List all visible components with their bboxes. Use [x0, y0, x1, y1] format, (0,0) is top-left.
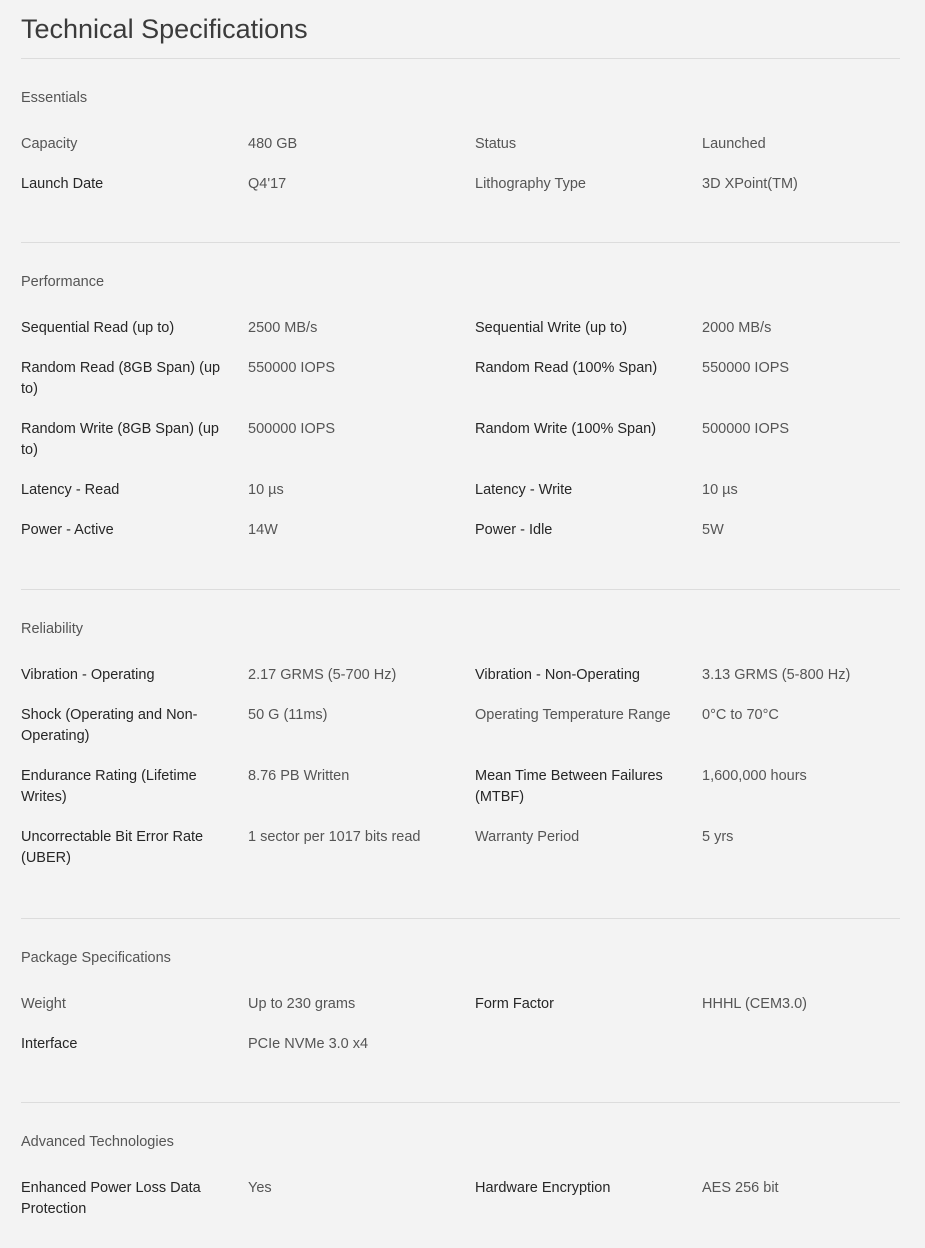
spec-value: 5W	[702, 522, 724, 538]
section-heading: Package Specifications	[21, 950, 171, 966]
title-divider	[21, 58, 900, 59]
section-heading: Performance	[21, 274, 105, 290]
spec-row	[21, 480, 900, 501]
spec-value: 1,600,000 hours	[702, 768, 807, 784]
page-title: Technical Specifications	[21, 14, 308, 44]
spec-label[interactable]: Random Write (100% Span)	[475, 421, 657, 437]
spec-label[interactable]: Sequential Write (up to)	[475, 320, 628, 336]
spec-row	[21, 665, 900, 686]
spec-row	[21, 134, 900, 155]
spec-label[interactable]: Enhanced Power Loss Data Protection	[21, 1180, 201, 1217]
spec-row	[21, 520, 900, 541]
spec-value: PCIe NVMe 3.0 x4	[248, 1036, 369, 1052]
spec-value: 5 yrs	[702, 829, 734, 845]
section-divider	[21, 242, 900, 243]
spec-label[interactable]: Random Write (8GB Span) (up to)	[21, 421, 219, 458]
spec-label: Weight	[21, 996, 66, 1012]
spec-label[interactable]: Vibration - Non-Operating	[475, 667, 640, 683]
spec-value: 10 µs	[248, 482, 284, 498]
section-heading: Essentials	[21, 90, 88, 106]
spec-row	[21, 419, 900, 461]
spec-value: 3.13 GRMS (5-800 Hz)	[702, 667, 851, 683]
spec-label: Lithography Type	[475, 176, 586, 192]
spec-value: Launched	[702, 136, 766, 152]
spec-label[interactable]: Form Factor	[475, 996, 554, 1012]
spec-row	[21, 994, 900, 1015]
spec-label: Capacity	[21, 136, 78, 152]
spec-label[interactable]: Random Read (100% Span)	[475, 360, 658, 376]
spec-row	[21, 358, 900, 400]
spec-value: 1 sector per 1017 bits read	[248, 829, 421, 845]
spec-value: 500000 IOPS	[702, 421, 790, 437]
spec-label[interactable]: Launch Date	[21, 176, 104, 192]
spec-value: 10 µs	[702, 482, 738, 498]
spec-row	[21, 1034, 900, 1055]
spec-value: 0°C to 70°C	[702, 707, 779, 723]
spec-value: 480 GB	[248, 136, 298, 152]
spec-label[interactable]: Sequential Read (up to)	[21, 320, 175, 336]
spec-label[interactable]: Uncorrectable Bit Error Rate (UBER)	[21, 829, 204, 866]
spec-label[interactable]: Mean Time Between Failures (MTBF)	[475, 768, 663, 805]
spec-label[interactable]: Random Read (8GB Span) (up to)	[21, 360, 221, 397]
spec-value: 14W	[248, 522, 278, 538]
spec-label[interactable]: Latency - Write	[475, 482, 573, 498]
section-heading: Reliability	[21, 621, 84, 637]
spec-label: Operating Temperature Range	[475, 707, 671, 723]
spec-label[interactable]: Vibration - Operating	[21, 667, 155, 683]
spec-label[interactable]: Interface	[21, 1036, 78, 1052]
spec-value: 550000 IOPS	[702, 360, 790, 376]
spec-row	[21, 827, 900, 869]
spec-value: Up to 230 grams	[248, 996, 356, 1012]
spec-value: 3D XPoint(TM)	[702, 176, 798, 192]
spec-value: 2.17 GRMS (5-700 Hz)	[248, 667, 397, 683]
spec-row	[21, 1178, 900, 1220]
spec-row	[21, 766, 900, 808]
spec-label[interactable]: Power - Active	[21, 522, 114, 538]
spec-row	[21, 174, 900, 195]
spec-label[interactable]: Hardware Encryption	[475, 1180, 611, 1196]
spec-label[interactable]: Latency - Read	[21, 482, 120, 498]
spec-value: AES 256 bit	[702, 1180, 779, 1196]
spec-value: 50 G (11ms)	[248, 707, 328, 723]
spec-label[interactable]: Power - Idle	[475, 522, 553, 538]
spec-value: 550000 IOPS	[248, 360, 336, 376]
section-divider	[21, 1102, 900, 1103]
spec-value: Q4'17	[248, 176, 287, 192]
spec-value: Yes	[248, 1180, 272, 1196]
spec-value: 2500 MB/s	[248, 320, 318, 336]
spec-row	[21, 318, 900, 339]
section-divider	[21, 918, 900, 919]
section-heading: Advanced Technologies	[21, 1134, 174, 1150]
spec-value: 8.76 PB Written	[248, 768, 350, 784]
spec-value: 500000 IOPS	[248, 421, 336, 437]
spec-value: 2000 MB/s	[702, 320, 772, 336]
spec-label[interactable]: Endurance Rating (Lifetime Writes)	[21, 768, 197, 805]
spec-label: Warranty Period	[475, 829, 580, 845]
spec-row	[21, 705, 900, 747]
section-divider	[21, 589, 900, 590]
spec-label: Status	[475, 136, 517, 152]
spec-value: HHHL (CEM3.0)	[702, 996, 808, 1012]
spec-label[interactable]: Shock (Operating and Non-Operating)	[21, 707, 198, 744]
